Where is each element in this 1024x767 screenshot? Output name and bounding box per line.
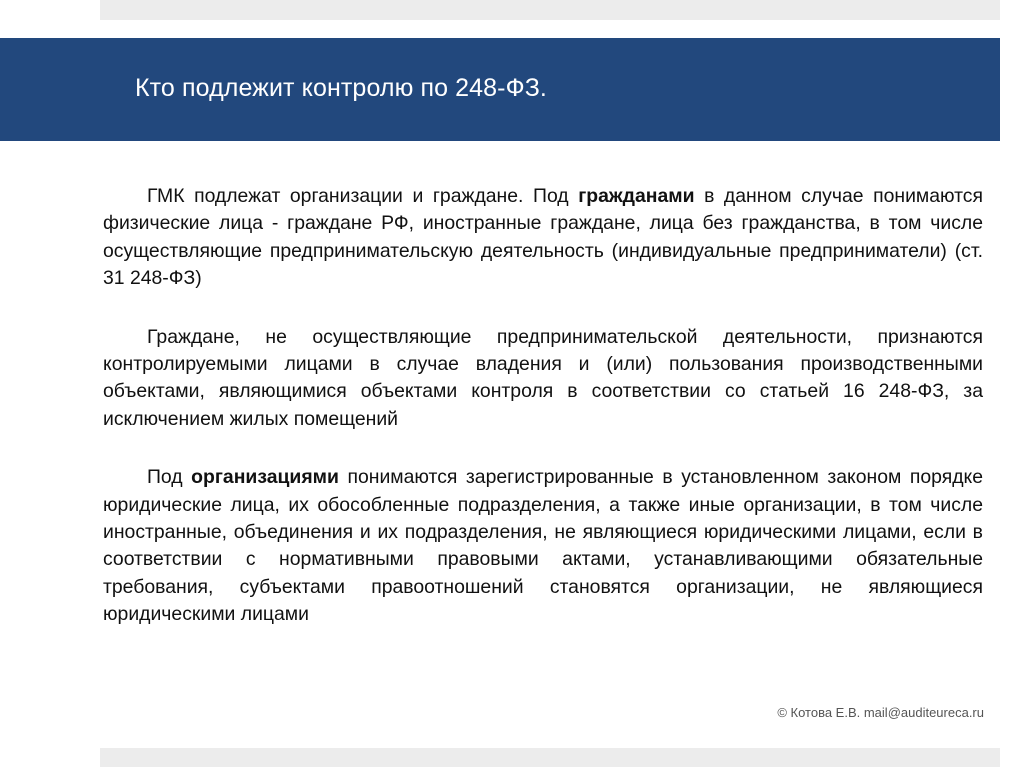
paragraph-citizens-after: в данном случае понимаются физические лица - граждане РФ, иностранные граждане, лица без гражданства, в том числе осуществляющие предпринимательскую деятельность (индивидуальные предприниматели) (ст. 31 248-ФЗ) <box>103 185 983 290</box>
organizations-term: организациями <box>191 466 339 489</box>
slide-title: Кто подлежит контролю по 248-ФЗ. <box>135 74 547 102</box>
top-decorative-strip <box>100 0 1000 20</box>
body-text <box>103 183 983 629</box>
bottom-decorative-strip <box>100 748 1000 767</box>
paragraph-citizens-before: ГМК подлежат организации и граждане. Под <box>147 185 579 207</box>
citizens-term: гражданами <box>578 185 695 207</box>
paragraph-non-entrepreneurs: Граждане, не осуществляющие предпринимательской деятельности, признаются контролируемыми лицами в случае владения и (или) пользования производственными объектами, являющимися объектами контроля в соответствии со статьей 16 248-ФЗ, за исключением жилых помещений <box>103 325 983 430</box>
paragraph-organizations-after: понимаются зарегистрированные в установленном законом порядке юридические лица, их обособленные подразделения, а также иные организации, в том числе иностранные, объединения и их подразделения, не являющиеся юридическими лицами, если в соответствии с нормативными правовыми актами, устанавливающими обязательные требования, субъектами правоотношений становятся организации, не являющиеся юридическими лицами <box>103 466 984 626</box>
paragraph-organizations <box>103 464 983 628</box>
paragraph-citizens <box>103 183 983 293</box>
footer-credit: © Котова Е.В. mail@auditeureca.ru <box>777 705 984 720</box>
paragraph-organizations-before: Под <box>147 466 192 489</box>
